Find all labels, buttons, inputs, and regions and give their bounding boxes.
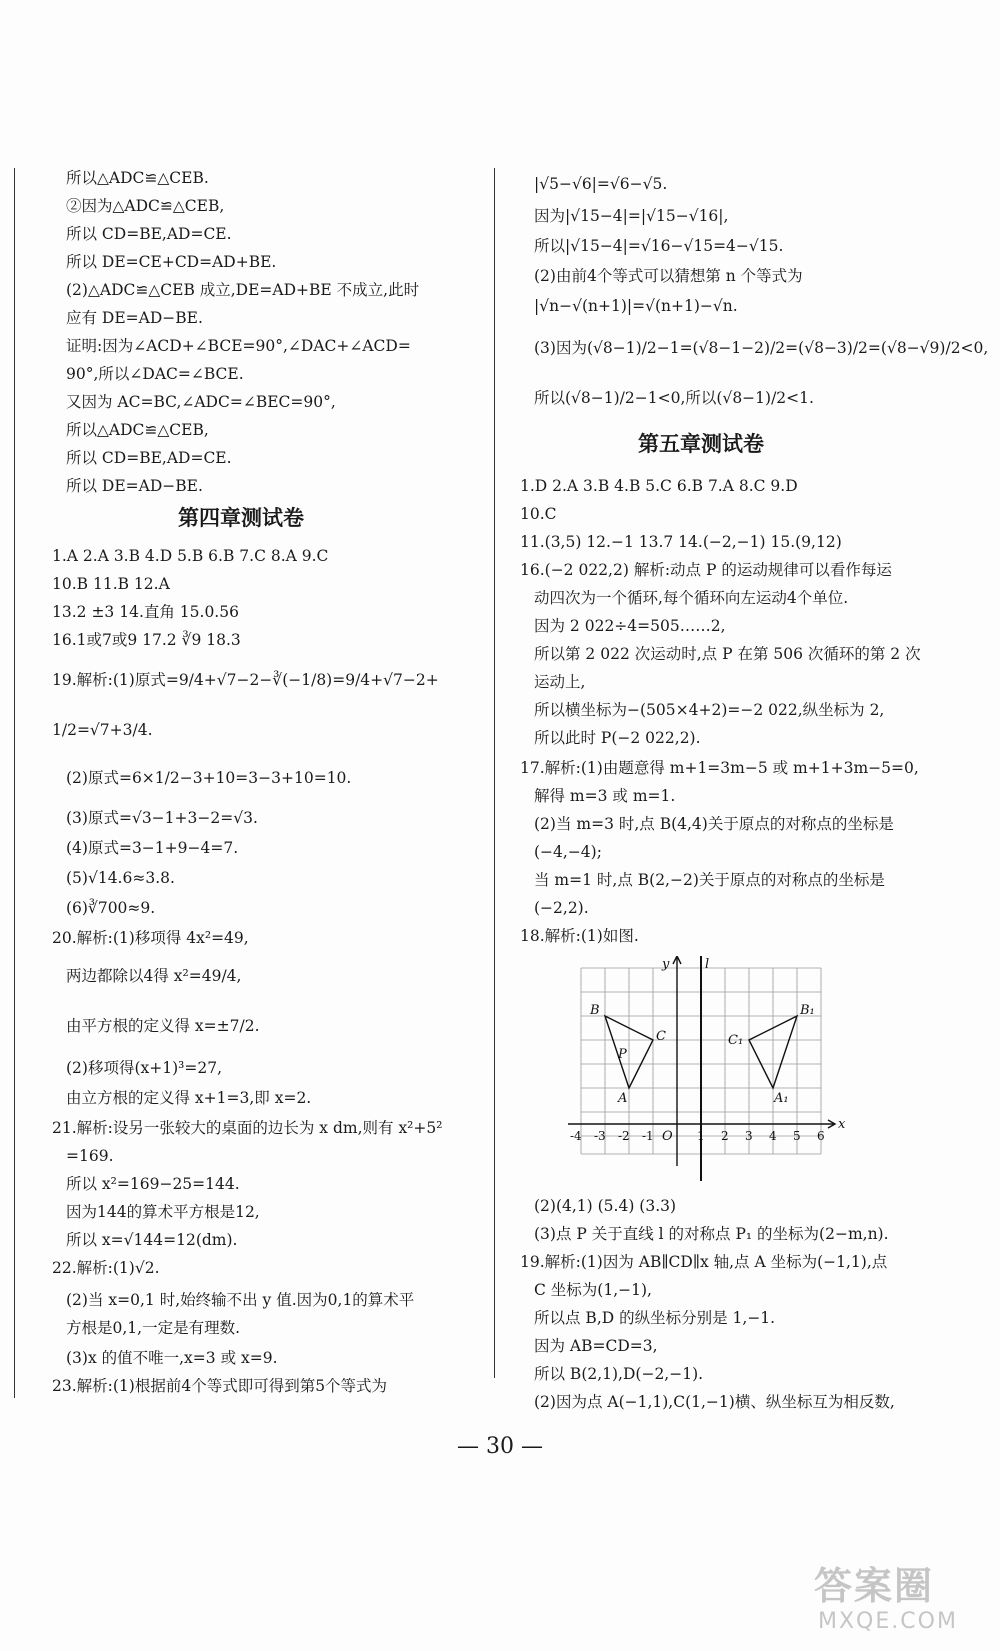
x-tick-label: -4 xyxy=(570,1129,582,1143)
text-line: 所以 DE=CE+CD=AD+BE. xyxy=(66,253,277,271)
text-line: 所以|√15−4|=√16−√15=4−√15. xyxy=(534,237,784,255)
text-line: 由平方根的定义得 x=±7/2. xyxy=(66,1017,260,1035)
text-line: 证明:因为∠ACD+∠BCE=90°,∠DAC+∠ACD= xyxy=(66,337,411,355)
text-line: 11.(3,5) 12.−1 13.7 14.(−2,−1) 15.(9,12) xyxy=(520,533,842,551)
text-line: (2)当 m=3 时,点 B(4,4)关于原点的对称点的坐标是 xyxy=(534,815,894,833)
text-line: 因为144的算术平方根是12, xyxy=(66,1203,260,1221)
text-line: 所以 CD=BE,AD=CE. xyxy=(66,225,232,243)
x-tick-label: 6 xyxy=(817,1129,825,1143)
text-line: 所以第 2 022 次运动时,点 P 在第 506 次循环的第 2 次 xyxy=(534,645,921,663)
text-line: 因为 AB=CD=3, xyxy=(534,1337,658,1355)
x-tick-label: -2 xyxy=(618,1129,630,1143)
text-line: 两边都除以4得 x²=49/4, xyxy=(66,967,242,985)
text-line: |√5−√6|=√6−√5. xyxy=(534,175,668,193)
page-number: — 30 — xyxy=(457,1434,543,1459)
text-line: 又因为 AC=BC,∠ADC=∠BEC=90°, xyxy=(66,393,336,411)
text-line: (2)原式=6×1/2−3+10=3−3+10=10. xyxy=(66,769,352,787)
text-line: (−4,−4); xyxy=(534,843,602,861)
point-label-b1: B₁ xyxy=(800,1003,815,1018)
text-line: 运动上, xyxy=(534,673,586,691)
x-axis-label: x xyxy=(838,1117,846,1132)
text-line: 90°,所以∠DAC=∠BCE. xyxy=(66,365,244,383)
text-line: =169. xyxy=(66,1147,114,1165)
text-line: (3)原式=√3−1+3−2=√3. xyxy=(66,809,258,827)
text-line: 10.C xyxy=(520,505,557,523)
text-line: (3)x 的值不唯一,x=3 或 x=9. xyxy=(66,1349,278,1367)
text-line: 13.2 ±3 14.直角 15.0.56 xyxy=(52,603,239,621)
watermark-logo: 答案圈 MXQE.COM xyxy=(814,1564,958,1634)
text-line: 所以△ADC≌△CEB, xyxy=(66,421,209,439)
text-line: 1.D 2.A 3.B 4.B 5.C 6.B 7.A 8.C 9.D xyxy=(520,477,798,495)
x-tick-label: -3 xyxy=(594,1129,606,1143)
text-line: 21.解析:设另一张较大的桌面的边长为 x dm,则有 x²+5² xyxy=(52,1119,443,1137)
text-line: (3)因为(√8−1)/2−1=(√8−1−2)/2=(√8−3)/2=(√8−√9)/2<0, xyxy=(534,339,989,357)
text-line: (6)∛700≈9. xyxy=(66,899,156,917)
x-tick-label: 4 xyxy=(769,1129,777,1143)
text-line: (2)△ADC≌△CEB 成立,DE=AD+BE 不成立,此时 xyxy=(66,281,420,299)
text-line: 1.A 2.A 3.B 4.D 5.B 6.B 7.C 8.A 9.C xyxy=(52,547,329,565)
line-l-label: l xyxy=(705,957,710,972)
x-tick-label: 1 xyxy=(697,1129,705,1143)
text-line: 18.解析:(1)如图. xyxy=(520,927,639,945)
text-line: (3)点 P 关于直线 l 的对称点 P₁ 的坐标为(2−m,n). xyxy=(534,1225,889,1243)
text-line: ②因为△ADC≌△CEB, xyxy=(66,197,225,215)
text-line: C 坐标为(1,−1), xyxy=(534,1281,652,1299)
text-line: 所以 CD=BE,AD=CE. xyxy=(66,449,232,467)
point-label-c1: C₁ xyxy=(728,1033,744,1048)
text-line: (2)移项得(x+1)³=27, xyxy=(66,1059,222,1077)
text-line: 所以此时 P(−2 022,2). xyxy=(534,729,701,747)
text-line: 当 m=1 时,点 B(2,−2)关于原点的对称点的坐标是 xyxy=(534,871,885,889)
text-line: 所以△ADC≌△CEB. xyxy=(66,169,209,187)
text-line: 所以 x²=169−25=144. xyxy=(66,1175,240,1193)
section-heading-chapter5: 第五章测试卷 xyxy=(638,432,764,456)
x-tick-label: 2 xyxy=(721,1129,729,1143)
text-line: 应有 DE=AD−BE. xyxy=(66,309,203,327)
point-label-a1: A₁ xyxy=(774,1091,789,1106)
point-label-a: A xyxy=(618,1091,628,1106)
text-line: 1/2=√7+3/4. xyxy=(52,721,153,739)
text-line: (2)因为点 A(−1,1),C(1,−1)横、纵坐标互为相反数, xyxy=(534,1393,895,1411)
text-line: (−2,2). xyxy=(534,899,589,917)
x-tick-label: 3 xyxy=(745,1129,753,1143)
column-divider xyxy=(494,168,495,1378)
text-line: 所以点 B,D 的纵坐标分别是 1,−1. xyxy=(534,1309,776,1327)
text-line: 23.解析:(1)根据前4个等式即可得到第5个等式为 xyxy=(52,1377,388,1395)
text-line: 16.1或7或9 17.2 ∛9 18.3 xyxy=(52,631,241,649)
text-line: 20.解析:(1)移项得 4x²=49, xyxy=(52,929,249,947)
text-line: (4)原式=3−1+9−4=7. xyxy=(66,839,239,857)
point-label-c: C xyxy=(656,1029,666,1044)
x-tick-label: -1 xyxy=(642,1129,654,1143)
text-line: 10.B 11.B 12.A xyxy=(52,575,170,593)
text-line: 所以横坐标为−(505×4+2)=−2 022,纵坐标为 2, xyxy=(534,701,885,719)
text-line: |√n−√(n+1)|=√(n+1)−√n. xyxy=(534,297,738,315)
point-label-p: P xyxy=(618,1047,627,1062)
coordinate-grid-figure xyxy=(566,956,856,1186)
text-line: (2)由前4个等式可以猜想第 n 个等式为 xyxy=(534,267,803,285)
text-line: 16.(−2 022,2) 解析:动点 P 的运动规律可以看作每运 xyxy=(520,561,892,579)
text-line: 动四次为一个循环,每个循环向左运动4个单位. xyxy=(534,589,849,607)
text-line: (2)当 x=0,1 时,始终输不出 y 值.因为0,1的算术平 xyxy=(66,1291,415,1309)
text-line: 所以 B(2,1),D(−2,−1). xyxy=(534,1365,704,1383)
text-line: (5)√14.6≈3.8. xyxy=(66,869,175,887)
text-line: 由立方根的定义得 x+1=3,即 x=2. xyxy=(66,1089,312,1107)
text-line: 解得 m=3 或 m=1. xyxy=(534,787,676,805)
point-label-b: B xyxy=(590,1003,600,1018)
text-line: 22.解析:(1)√2. xyxy=(52,1259,160,1277)
x-tick-label: 5 xyxy=(793,1129,801,1143)
text-line: 所以 x=√144=12(dm). xyxy=(66,1231,238,1249)
text-line: 17.解析:(1)由题意得 m+1=3m−5 或 m+1+3m−5=0, xyxy=(520,759,919,777)
text-line: (2)(4,1) (5.4) (3.3) xyxy=(534,1197,677,1215)
section-heading-chapter4: 第四章测试卷 xyxy=(178,506,304,530)
text-line: 19.解析:(1)原式=9/4+√7−2−∛(−1/8)=9/4+√7−2+ xyxy=(52,671,439,689)
text-line: 19.解析:(1)因为 AB∥CD∥x 轴,点 A 坐标为(−1,1),点 xyxy=(520,1253,888,1271)
y-axis-label: y xyxy=(662,957,670,972)
left-margin-rule xyxy=(14,168,15,1398)
text-line: 方根是0,1,一定是有理数. xyxy=(66,1319,241,1337)
text-line: 因为|√15−4|=|√15−√16|, xyxy=(534,207,729,225)
origin-label: O xyxy=(662,1129,673,1144)
text-line: 因为 2 022÷4=505……2, xyxy=(534,617,726,635)
text-line: 所以(√8−1)/2−1<0,所以(√8−1)/2<1. xyxy=(534,389,814,407)
text-line: 所以 DE=AD−BE. xyxy=(66,477,203,495)
